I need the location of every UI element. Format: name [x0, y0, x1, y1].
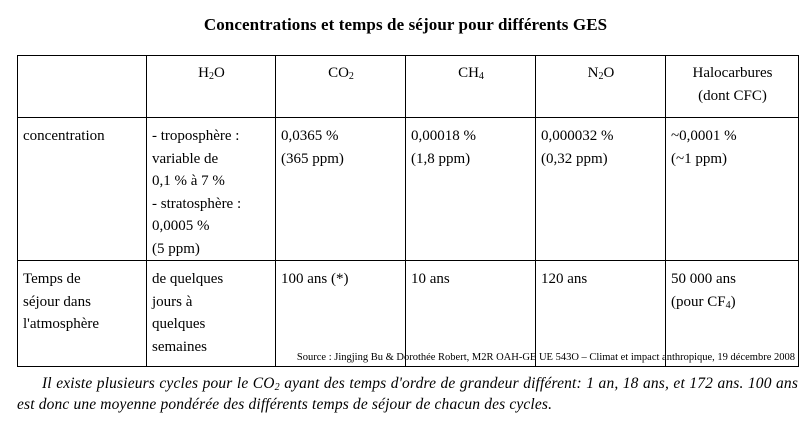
- cell-residence-ch4: 10 ans: [406, 261, 536, 367]
- table-row-concentration: [18, 118, 799, 261]
- header-co2: $CO_2$: [276, 56, 406, 118]
- row-label-concentration: concentration: [18, 118, 147, 261]
- table-header-row: [18, 56, 799, 118]
- cell-concentration-co2: 0,0365 % (365 ppm): [276, 118, 406, 261]
- source-citation: Source : Jingjing Bu & Dorothée Robert, M2R OAH-GE UE 543O – Climat et impact anthropique, 19 décembre 2008: [296, 352, 795, 363]
- table-title: Concentrations et temps de séjour pour différents GES: [203, 15, 608, 34]
- header-n2o: $N_2O$: [536, 56, 666, 118]
- header-ch4: $CH_4$: [406, 56, 536, 118]
- table-row-residence-time: [18, 261, 799, 367]
- cell-residence-halocarbures: 50 000 ans (pour $CF_4$): [666, 261, 799, 367]
- cell-concentration-n2o: 0,000032 % (0,32 ppm): [536, 118, 666, 261]
- header-halocarbures: Halocarbures (dont CFC): [666, 56, 799, 118]
- row-label-residence-time: Temps de séjour dans l'atmosphère: [18, 261, 147, 367]
- cell-residence-n2o: 120 ans: [536, 261, 666, 367]
- ghg-table: [17, 55, 799, 367]
- cell-concentration-halocarbures: ~0,0001 % (~1 ppm): [666, 118, 799, 261]
- cell-residence-h2o: de quelques jours à quelques semaines: [147, 261, 276, 367]
- ghg-table-container: [17, 55, 798, 355]
- cell-concentration-ch4: 0,00018 % (1,8 ppm): [406, 118, 536, 261]
- header-empty-cell: [18, 56, 147, 118]
- cell-concentration-h2o: - troposphère : variable de 0,1 % à 7 % - stratosphère : 0,0005 % (5 ppm): [147, 118, 276, 261]
- cell-residence-co2: 100 ans (*): [276, 261, 406, 367]
- footnote-paragraph: Il existe plusieurs cycles pour le $CO_2$ ayant des temps d'ordre de grandeur différent: 1 an, 18 ans, et 172 ans. 100 ans est donc une moyenne pondérée des différents temps de séjour de chacun des cycles.: [17, 375, 798, 413]
- header-h2o: $H_2O$: [147, 56, 276, 118]
